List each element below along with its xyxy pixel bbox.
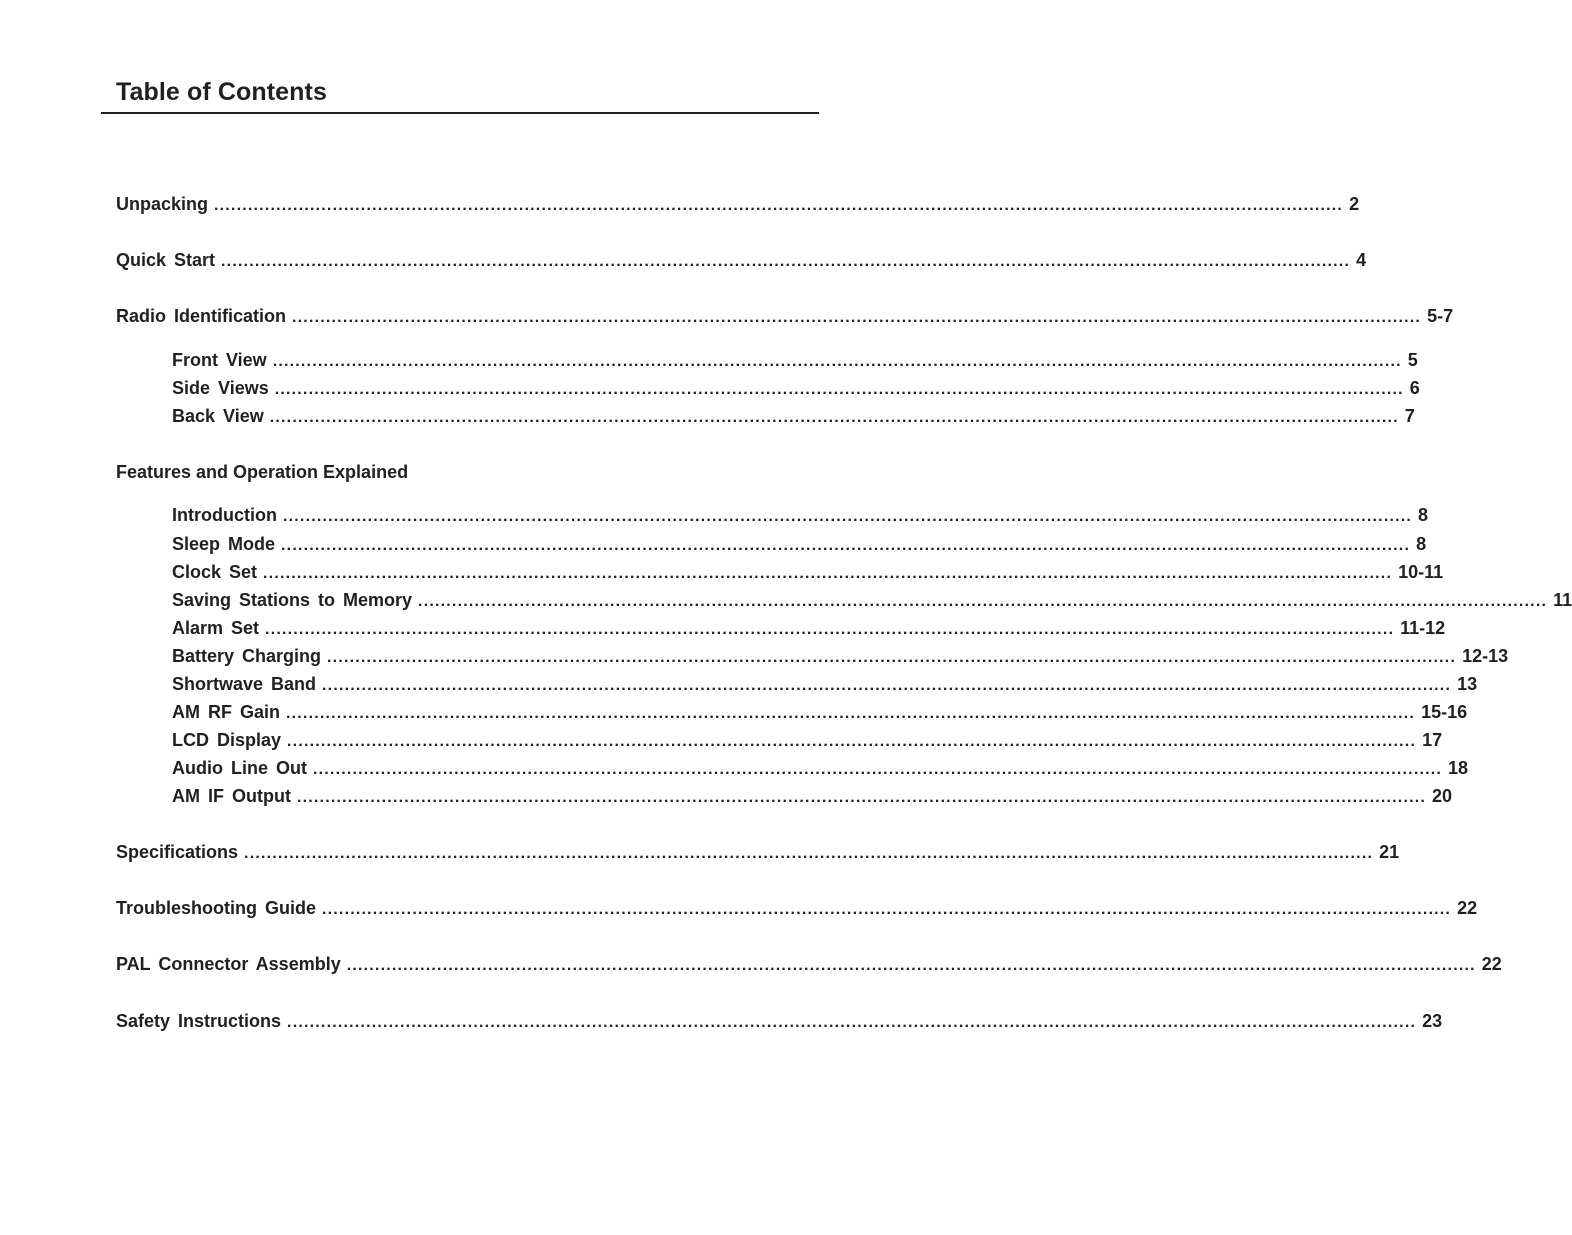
toc-entry-page: 8 [1416, 534, 1427, 554]
dot-leader: ........................................................................................................................................................................................................ [292, 309, 1422, 326]
toc-entry-sleep-mode[interactable] [172, 532, 1427, 556]
toc-entry-label: Saving Stations to Memory [172, 590, 413, 610]
toc-entry-label: AM RF Gain [172, 702, 280, 722]
toc-entry-page: 22 [1457, 898, 1478, 918]
toc-entry-front-view[interactable] [172, 348, 1418, 372]
toc-entry-page: 7 [1404, 406, 1415, 426]
toc-entry-radio-identification[interactable] [116, 304, 1454, 328]
toc-entry-label: PAL Connector Assembly [116, 954, 341, 974]
toc-entry-am-rf-gain[interactable] [172, 700, 1468, 724]
toc-entry-specifications[interactable] [116, 840, 1400, 864]
toc-entry-page: 22 [1481, 954, 1502, 974]
dot-leader: ........................................................................................................................................................................................................ [287, 1014, 1417, 1031]
dot-leader: ........................................................................................................................................................................................................ [274, 381, 1404, 398]
toc-entry-page: 15-16 [1421, 702, 1468, 722]
dot-leader: ........................................................................................................................................................................................................ [286, 705, 1416, 722]
toc-entry-page: 18 [1448, 758, 1469, 778]
toc-entry-shortwave-band[interactable] [172, 672, 1478, 696]
toc-entry-page: 17 [1422, 730, 1443, 750]
toc-entry-label: Introduction [172, 505, 277, 525]
toc-entry-page: 5-7 [1427, 306, 1454, 326]
toc-entry-page: 12-13 [1462, 646, 1509, 666]
dot-leader: ........................................................................................................................................................................................................ [296, 789, 1427, 806]
toc-entry-label: Front View [172, 350, 267, 370]
toc-entry-am-if-output[interactable] [172, 784, 1453, 808]
toc-entry-page: 23 [1422, 1011, 1443, 1031]
toc-entry-label: AM IF Output [172, 786, 291, 806]
dot-leader: ........................................................................................................................................................................................................ [265, 621, 1395, 638]
dot-leader: ........................................................................................................................................................................................................ [322, 677, 1452, 694]
dot-leader: ........................................................................................................................................................................................................ [281, 537, 1411, 554]
page-title: Table of Contents [116, 78, 327, 106]
toc-entry-label: Audio Line Out [172, 758, 307, 778]
dot-leader: ........................................................................................................................................................................................................ [269, 409, 1399, 426]
toc-entry-alarm-set[interactable] [172, 616, 1446, 640]
toc-section-heading: Features and Operation Explained [116, 462, 409, 482]
toc-entry-label: Safety Instructions [116, 1011, 282, 1031]
toc-entry-page: 21 [1379, 842, 1400, 862]
toc-entry-label: Troubleshooting Guide [116, 898, 316, 918]
toc-entry-page: 2 [1349, 194, 1360, 214]
dot-leader: ........................................................................................................................................................................................................ [287, 733, 1417, 750]
toc-entry-clock-set[interactable] [172, 560, 1444, 584]
toc-entry-label: LCD Display [172, 730, 282, 750]
dot-leader: ........................................................................................................................................................................................................ [282, 508, 1413, 525]
toc-entry-page: 13 [1457, 674, 1478, 694]
dot-leader: ........................................................................................................................................................................................................ [418, 593, 1548, 610]
dot-leader: ........................................................................................................................................................................................................ [263, 565, 1393, 582]
toc-entry-battery-charging[interactable] [172, 644, 1509, 668]
toc-entry-safety-instructions[interactable] [116, 1009, 1443, 1033]
dot-leader: ........................................................................................................................................................................................................ [214, 197, 1344, 214]
toc-entry-page: 6 [1409, 378, 1420, 398]
toc-entry-saving-stations[interactable] [172, 588, 1572, 612]
toc-entry-page: 5 [1407, 350, 1418, 370]
toc-entry-label: Quick Start [116, 250, 216, 270]
toc-entry-page: 4 [1356, 250, 1367, 270]
toc-entry-pal-connector-assembly[interactable] [116, 952, 1502, 976]
toc-entry-page: 11 [1553, 590, 1572, 610]
dot-leader: ........................................................................................................................................................................................................ [272, 353, 1402, 370]
toc-entry-label: Specifications [116, 842, 239, 862]
dot-leader: ........................................................................................................................................................................................................ [312, 761, 1443, 778]
toc-entry-back-view[interactable] [172, 404, 1415, 428]
toc-entry-unpacking[interactable] [116, 192, 1360, 216]
toc-entry-page: 11-12 [1400, 618, 1446, 638]
toc-entry-audio-line-out[interactable] [172, 756, 1469, 780]
toc-entry-label: Radio Identification [116, 306, 287, 326]
toc-entry-quick-start[interactable] [116, 248, 1367, 272]
toc-entry-label: Shortwave Band [172, 674, 317, 694]
toc-entry-label: Back View [172, 406, 264, 426]
dot-leader: ........................................................................................................................................................................................................ [327, 649, 1457, 666]
dot-leader: ........................................................................................................................................................................................................ [221, 253, 1351, 270]
dot-leader: ........................................................................................................................................................................................................ [322, 901, 1452, 918]
dot-leader: ........................................................................................................................................................................................................ [346, 957, 1476, 974]
toc-entry-label: Unpacking [116, 194, 209, 214]
toc-entry-label: Clock Set [172, 562, 258, 582]
toc-entry-lcd-display[interactable] [172, 728, 1443, 752]
dot-leader: ........................................................................................................................................................................................................ [244, 845, 1374, 862]
toc-entry-page: 10-11 [1398, 562, 1444, 582]
toc-entry-label: Side Views [172, 378, 269, 398]
toc-entry-label: Sleep Mode [172, 534, 276, 554]
toc-entry-page: 20 [1432, 786, 1453, 806]
toc-entry-page: 8 [1418, 505, 1429, 525]
toc-entry-label: Battery Charging [172, 646, 322, 666]
toc-entry-troubleshooting-guide[interactable] [116, 896, 1478, 920]
toc-entry-side-views[interactable] [172, 376, 1420, 400]
toc-entry-introduction[interactable] [172, 503, 1429, 527]
toc-entry-label: Alarm Set [172, 618, 260, 638]
